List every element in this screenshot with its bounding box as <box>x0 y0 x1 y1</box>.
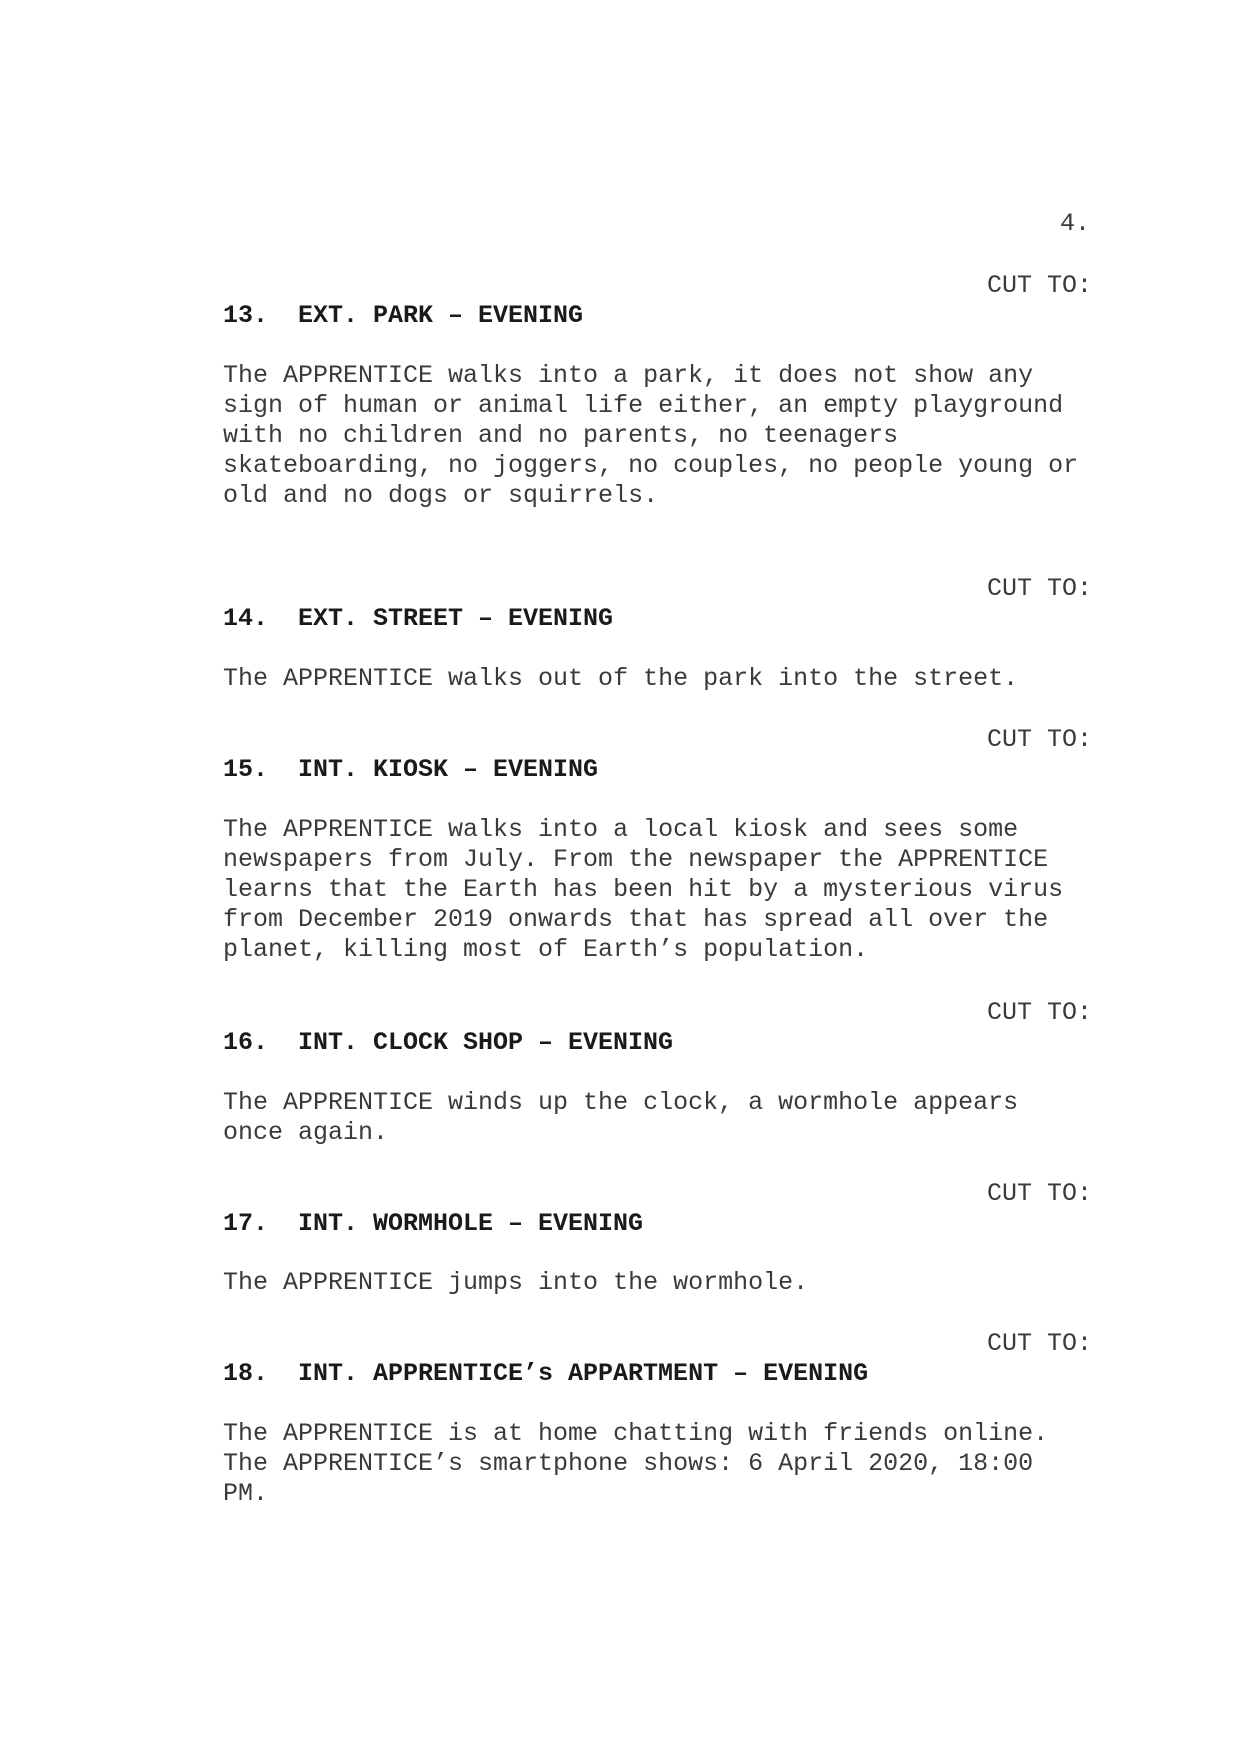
scene-heading-text: INT. KIOSK – EVENING <box>298 755 599 784</box>
scene-action-18: The APPRENTICE is at home chatting with friends online. The APPRENTICE’s smartphone shows: 6 April 2020, 18:00 PM. <box>223 1419 1049 1508</box>
transition-cut-to: CUT TO: <box>986 574 1092 603</box>
scene-action-16: The APPRENTICE winds up the clock, a wormhole appears once again. <box>223 1088 1019 1147</box>
transition-cut-to: CUT TO: <box>986 1329 1092 1358</box>
scene-action-14: The APPRENTICE walks out of the park into the street. <box>223 664 1019 693</box>
scene-heading-15 <box>223 755 598 785</box>
scene-heading-17 <box>223 1209 643 1239</box>
scene-number: 13. <box>223 301 269 330</box>
scene-heading-text: INT. WORMHOLE – EVENING <box>298 1209 644 1238</box>
scene-number: 14. <box>223 604 269 633</box>
transition-cut-to: CUT TO: <box>986 1179 1092 1208</box>
page-number: 4. <box>1059 209 1090 238</box>
scene-number: 17. <box>223 1209 269 1238</box>
scene-heading-text: EXT. STREET – EVENING <box>298 604 614 633</box>
scene-number: 16. <box>223 1028 269 1057</box>
scene-heading-text: INT. CLOCK SHOP – EVENING <box>298 1028 674 1057</box>
scene-action-17: The APPRENTICE jumps into the wormhole. <box>223 1268 809 1297</box>
scene-number: 18. <box>223 1359 269 1388</box>
scene-number: 15. <box>223 755 269 784</box>
scene-heading-16 <box>223 1028 673 1058</box>
scene-heading-text: EXT. PARK – EVENING <box>298 301 584 330</box>
transition-cut-to: CUT TO: <box>986 271 1092 300</box>
scene-heading-13 <box>223 301 583 331</box>
scene-action-15: The APPRENTICE walks into a local kiosk and sees some newspapers from July. From the newspaper the APPRENTICE learns that the Earth has been hit by a mysterious virus from December 2019 onwards that has spread all over the planet, killing most of Earth’s population. <box>223 815 1064 964</box>
transition-cut-to: CUT TO: <box>986 998 1092 1027</box>
scene-action-13: The APPRENTICE walks into a park, it does not show any sign of human or animal life either, an empty playground with no children and no parents, no teenagers skateboarding, no joggers, no couples, no people young or old and no dogs or squirrels. <box>223 361 1079 510</box>
scene-heading-18 <box>223 1359 868 1389</box>
transition-cut-to: CUT TO: <box>986 725 1092 754</box>
scene-heading-14 <box>223 604 613 634</box>
scene-heading-text: INT. APPRENTICE’s APPARTMENT – EVENING <box>298 1359 869 1388</box>
